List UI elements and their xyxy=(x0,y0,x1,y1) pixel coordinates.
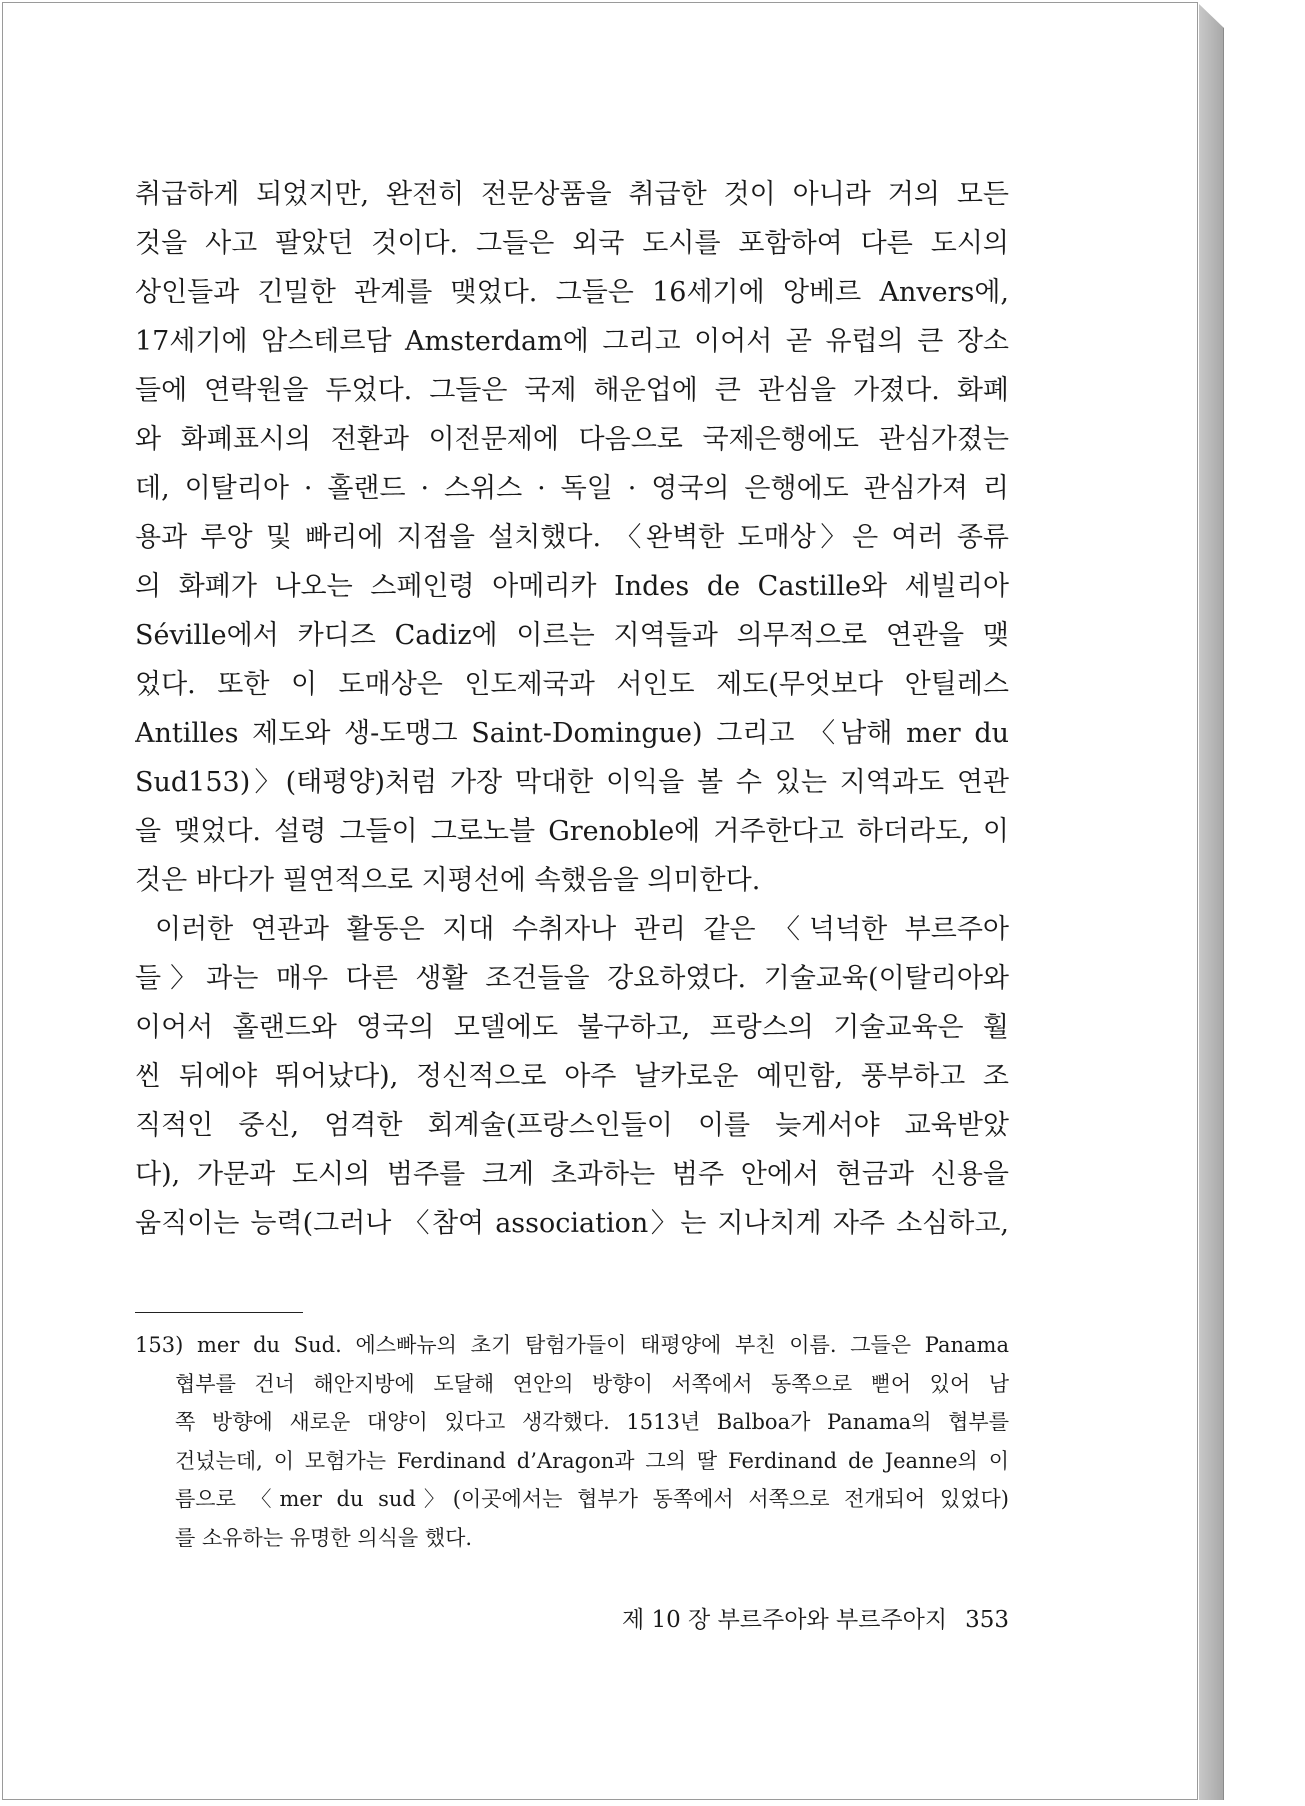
body-line: Séville에서 카디즈 Cadiz에 이르는 지역들과 의무적으로 연관을 맺 xyxy=(135,620,1009,651)
body-line: 움직이는 능력(그러나 〈참여 association〉는 지나치게 자주 소심하고, xyxy=(135,1208,1009,1239)
body-line: 상인들과 긴밀한 관계를 맺었다. 그들은 16세기에 앙베르 Anvers에, xyxy=(135,277,1009,308)
body-line: 직적인 중신, 엄격한 회계술(프랑스인들이 이를 늦게서야 교육받았 xyxy=(135,1110,1009,1141)
footnote-line: 건넜는데, 이 모험가는 Ferdinand d’Aragon과 그의 딸 Ferdinand de Jeanne의 이 xyxy=(175,1448,1009,1473)
body-line: 들〉과는 매우 다른 생활 조건들을 강요하였다. 기술교육(이탈리아와 xyxy=(135,963,1009,994)
body-line: 것은 바다가 필연적으로 지평선에 속했음을 의미한다. xyxy=(135,865,761,896)
body-line: 와 화폐표시의 전환과 이전문제에 다음으로 국제은행에도 관심가졌는 xyxy=(135,424,1009,455)
footnote-line: 름으로 〈mer du sud〉(이곳에서는 협부가 동쪽에서 서쪽으로 전개되어 있었다) xyxy=(175,1487,1009,1511)
body-line: 17세기에 암스테르담 Amsterdam에 그리고 이어서 곧 유럽의 큰 장소 xyxy=(135,326,1009,357)
footnote-separator xyxy=(135,1312,303,1313)
body-line: 용과 루앙 및 빠리에 지점을 설치했다. 〈완벽한 도매상〉은 여러 종류 xyxy=(135,522,1009,553)
body-text xyxy=(135,170,1009,1248)
body-line: 었다. 또한 이 도매상은 인도제국과 서인도 제도(무엇보다 안틸레스 xyxy=(135,669,1009,700)
body-line: Antilles 제도와 생-도맹그 Saint-Domingue) 그리고 〈남해 mer du xyxy=(135,718,1009,749)
body-line: 다), 가문과 도시의 범주를 크게 초과하는 범주 안에서 현금과 신용을 xyxy=(135,1159,1009,1190)
body-line: 데, 이탈리아 · 홀랜드 · 스위스 · 독일 · 영국의 은행에도 관심가져 리 xyxy=(135,473,1009,504)
footnote-line: 를 소유하는 유명한 의식을 했다. xyxy=(175,1525,473,1550)
body-line: 들에 연락원을 두었다. 그들은 국제 해운업에 큰 관심을 가졌다. 화폐 xyxy=(135,375,1009,406)
page-edge-stack xyxy=(1199,4,1224,1800)
running-footer xyxy=(622,1604,1009,1636)
body-line-paragraph-start: 이러한 연관과 활동은 지대 수취자나 관리 같은 〈넉넉한 부르주아 xyxy=(155,914,1009,945)
body-line: 씬 뒤에야 뛰어났다), 정신적으로 아주 날카로운 예민함, 풍부하고 조 xyxy=(135,1061,1009,1092)
footnote-line: 협부를 건너 해안지방에 도달해 연안의 방향이 서쪽에서 동쪽으로 뻗어 있어 남 xyxy=(175,1371,1009,1396)
footnote-line: 쪽 방향에 새로운 대양이 있다고 생각했다. 1513년 Balboa가 Panama의 협부를 xyxy=(175,1410,1009,1434)
body-line: 것을 사고 팔았던 것이다. 그들은 외국 도시를 포함하여 다른 도시의 xyxy=(135,228,1009,259)
footnote-line: 153) mer du Sud. 에스빠뉴의 초기 탐험가들이 태평양에 부친 이름. 그들은 Panama xyxy=(135,1333,1009,1357)
body-line: 이어서 홀랜드와 영국의 모델에도 불구하고, 프랑스의 기술교육은 훨 xyxy=(135,1012,1009,1043)
chapter-title: 제 10 장 부르주아와 부르주아지 xyxy=(621,1607,948,1633)
footnote-153 xyxy=(135,1326,1009,1557)
body-line: 의 화폐가 나오는 스페인령 아메리카 Indes de Castille와 세빌리아 xyxy=(135,571,1009,602)
page-number: 353 xyxy=(965,1607,1009,1633)
body-line: 을 맺었다. 설령 그들이 그로노블 Grenoble에 거주한다고 하더라도, 이 xyxy=(135,816,1009,847)
body-line-with-footnote-ref: Sud153)〉(태평양)처럼 가장 막대한 이익을 볼 수 있는 지역과도 연관 xyxy=(135,767,1009,798)
body-line: 취급하게 되었지만, 완전히 전문상품을 취급한 것이 아니라 거의 모든 xyxy=(135,179,1009,210)
